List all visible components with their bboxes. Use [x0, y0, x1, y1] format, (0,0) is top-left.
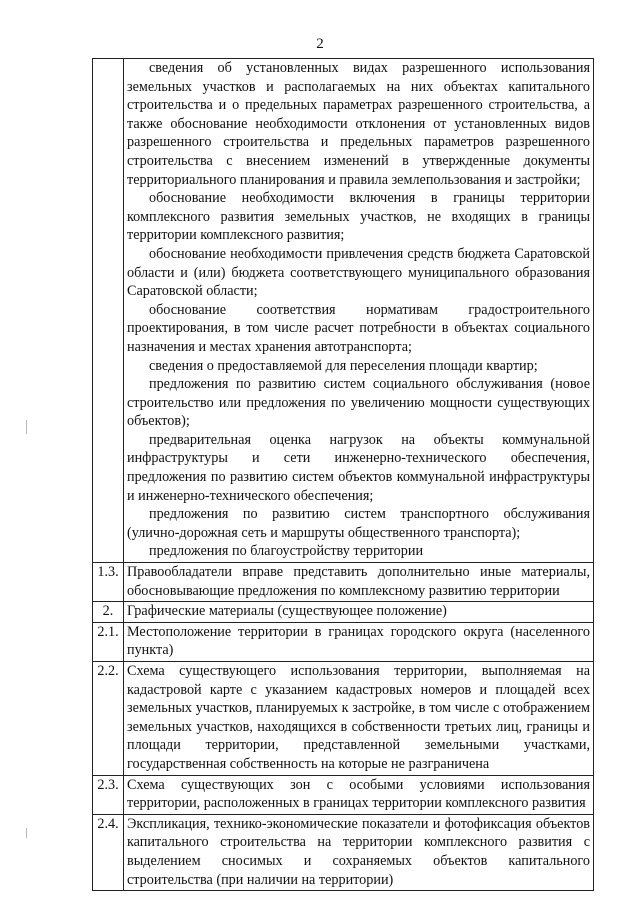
scan-edge-mark-bottom	[26, 828, 27, 838]
row-text: Графические материалы (существующее положение)	[127, 603, 447, 620]
table-row-2-3	[93, 775, 594, 814]
list-item: предложения по развитию систем социального обслуживания (новое строительство или предложения по увеличению мощности существующих объектов);	[127, 376, 590, 430]
row-text: Правообладатели вправе представить дополнительно иные материалы, обосновывающие предложения по комплексному развитию территории	[127, 564, 590, 599]
row-number: 2.3.	[93, 775, 124, 814]
list-item: обоснование соответствия нормативам градостроительного проектирования, в том числе расчет потребности в объектах социального назначения и местах хранения автотранспорта;	[127, 301, 590, 355]
row-text-cell	[124, 775, 594, 814]
list-item: предложения по развитию систем транспортного обслуживания (улично-дорожная сеть и маршруты общественного транспорта);	[127, 506, 590, 541]
table-row-1-3	[93, 563, 594, 602]
row-text-cell	[124, 814, 594, 890]
table-row-2-4	[93, 814, 594, 890]
list-item: сведения о предоставляемой для переселения площади квартир;	[149, 357, 538, 374]
row-number: 1.3.	[93, 563, 124, 602]
table-row-continuation	[93, 59, 594, 563]
row-number: 2.4.	[93, 814, 124, 890]
table-row-2-2	[93, 662, 594, 776]
row-number: 2.2.	[93, 662, 124, 776]
table-row-2	[93, 602, 594, 623]
row-text: Схема существующих зон с особыми условиями использования территории, расположенных в границах территории комплексного развития	[127, 776, 590, 812]
row-text: Схема существующего использования территории, выполняемая на кадастровой карте с указанием кадастровых номеров и площадей всех земельных участков, планируемых к застройке, в том числе с отображением земельных участков, находящихся в собственности третьих лиц, границы и площади территории, представленной земельными участками, государственная собственность на которые не разграничена	[127, 663, 590, 772]
list-item: предложения по благоустройству территории	[149, 543, 424, 560]
row-text-cell	[124, 662, 594, 776]
requirements-table	[92, 58, 594, 891]
row-text-cell	[124, 563, 594, 602]
row-text-cell	[124, 602, 594, 623]
row-text: Местоположение территории в границах городского округа (населенного пункта)	[127, 623, 590, 659]
scan-edge-mark-top	[26, 420, 27, 434]
list-item: сведения об установленных видах разрешенного использования земельных участков и располагаемых на них объектах капитального строительства и о предельных параметрах разрешенного строительства, а также обоснование необходимости отклонения от установленных видов разрешенного строительства и предельных параметров разрешенного строительства с внесением изменений в утвержденные документы территориального планирования и правила землепользования и застройки;	[127, 60, 590, 188]
list-item: предварительная оценка нагрузок на объекты коммунальной инфраструктуры и сети инженерно-технического обеспечения, предложения по развитию систем объектов коммунальной инфраструктуры и инженерно-технического обеспечения;	[127, 431, 590, 504]
row-number: 2.	[93, 602, 124, 623]
row-text-cell	[124, 622, 594, 661]
table-row-2-1	[93, 622, 594, 661]
row-number: 2.1.	[93, 622, 124, 661]
list-item: обоснование необходимости привлечения средств бюджета Саратовской области и (или) бюджета соответствующего муниципального образования Саратовской области;	[127, 245, 590, 300]
page-number: 2	[316, 36, 324, 52]
row-text-cell	[124, 59, 594, 563]
row-number-cell	[93, 59, 124, 563]
row-text: Экспликация, технико-экономические показатели и фотофиксация объектов капитального строительства на территории комплексного развития с выделением сносимых и сохраняемых объектов капитального строительства (при наличии на территории)	[127, 815, 590, 888]
list-item: обоснование необходимости включения в границы территории комплексного развития земельных участков, не входящих в границы территории комплексного развития;	[127, 190, 590, 244]
